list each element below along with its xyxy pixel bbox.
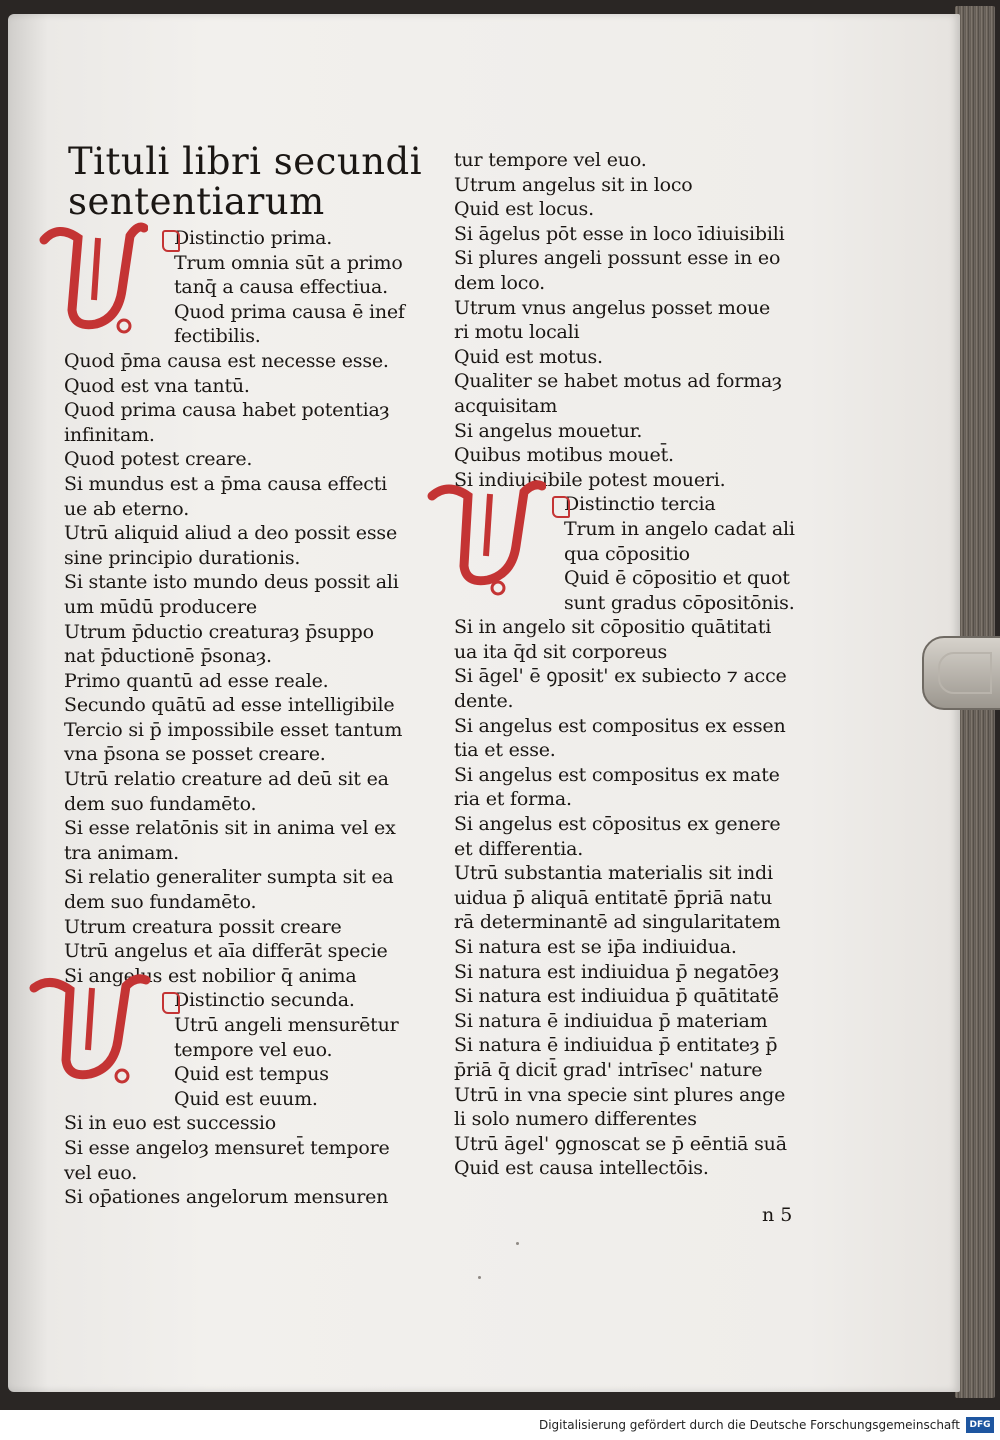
text-line: tra animam. bbox=[64, 841, 179, 864]
red-initial-u-icon bbox=[426, 478, 546, 598]
text-line: Utrū substantia materialis sit indi bbox=[454, 862, 773, 885]
text-line: Qualiter se habet motus ad formaȝ bbox=[454, 370, 782, 393]
text-line: Quid est locus. bbox=[454, 198, 594, 221]
text-line: Primo quantū ad esse reale. bbox=[64, 669, 329, 692]
red-initial-u-icon bbox=[38, 220, 148, 340]
text-line: Si mundus est a p̄ma causa effecti bbox=[64, 472, 388, 495]
text-line: Quod est vna tantū. bbox=[64, 374, 250, 397]
text-line: tur tempore vel euo. bbox=[454, 149, 647, 171]
text-line: Si natura ē indiuidua p̄ materiam bbox=[454, 1009, 768, 1032]
dist1-lines bbox=[64, 349, 434, 988]
distinctio-heading: Distinctio prima. bbox=[64, 226, 434, 251]
book-clasp bbox=[922, 636, 1000, 710]
text-line: et differentia. bbox=[454, 837, 584, 860]
text-line: Si esse angeloȝ mensuret̄ tempore bbox=[64, 1136, 390, 1159]
page-title bbox=[68, 142, 434, 222]
text-line: sine principio durationis. bbox=[64, 546, 301, 569]
text-line: Si natura est indiuidua p̄ negatōeȝ bbox=[454, 960, 779, 983]
text-line: Utrū angelus et aīa differāt specie bbox=[64, 940, 388, 963]
text-line: ue ab eterno. bbox=[64, 497, 190, 520]
text-line: Si indiuisibile potest moueri. bbox=[454, 468, 726, 491]
text-line: ua ita q̄d sit corporeus bbox=[454, 640, 668, 663]
text-line: Si esse relatōnis sit in anima vel ex bbox=[64, 817, 396, 840]
footer-credit: Digitalisierung gefördert durch die Deutsche Forschungsgemeinschaft bbox=[538, 1418, 960, 1432]
dfg-logo: DFG bbox=[966, 1417, 994, 1433]
text-line: Utrū āgel' ꝯgnoscat se p̄ eēntiā suā bbox=[454, 1132, 787, 1155]
text-line: acquisitam bbox=[454, 394, 558, 417]
rubric-mark-icon bbox=[162, 992, 180, 1014]
text-line: Utrum vnus angelus posset moue bbox=[454, 296, 771, 319]
text-line: tempore vel euo. bbox=[174, 1038, 333, 1061]
text-line: Tercio si p̄ impossibile esset tantum bbox=[64, 718, 403, 741]
red-initial-u-icon bbox=[26, 972, 156, 1092]
distinctio-heading: Distinctio tercia bbox=[454, 492, 829, 517]
text-line: Quod prima causa ē inef bbox=[174, 300, 405, 323]
title-line: sententiarum bbox=[68, 180, 325, 223]
folio-signature: n 5 bbox=[762, 1204, 793, 1226]
text-line: Utrum angelus sit in loco bbox=[454, 173, 693, 196]
text-line: nat p̄ductionē p̄sonaȝ. bbox=[64, 645, 272, 668]
footer-bar bbox=[0, 1410, 1000, 1440]
text-line: Si stante isto mundo deus possit ali bbox=[64, 571, 399, 594]
text-line: dem loco. bbox=[454, 271, 545, 294]
text-line: Si āgelus pōt esse in loco īdiuisibili bbox=[454, 222, 785, 245]
paper-speck bbox=[516, 1242, 519, 1245]
rubric-mark-icon bbox=[162, 230, 180, 252]
text-line: Si angelus est nobilior q̄ anima bbox=[64, 964, 357, 987]
text-line: qua cōpositio bbox=[564, 542, 690, 565]
text-line: sunt gradus cōpositōnis. bbox=[564, 591, 795, 614]
text-line: Utrū angeli mensurētur bbox=[174, 1014, 399, 1036]
text-line: Si in angelo sit cōpositio quātitati bbox=[454, 616, 772, 639]
text-line: Si natura est indiuidua p̄ quātitatē bbox=[454, 985, 779, 1008]
text-line: Utrū relatio creature ad deū sit ea bbox=[64, 768, 389, 791]
text-line: dente. bbox=[454, 690, 514, 713]
text-line: dem suo fundamēto. bbox=[64, 891, 257, 914]
text-line: tanq̄ a causa effectiua. bbox=[174, 276, 389, 299]
text-line: Si relatio generaliter sumpta sit ea bbox=[64, 866, 394, 889]
text-line: Secundo quātū ad esse intelligibile bbox=[64, 694, 395, 717]
text-line: Si āgel' ē ꝯposit' ex subiecto ⁊ acce bbox=[454, 665, 787, 688]
text-line: Quod prima causa habet potentiaȝ bbox=[64, 399, 390, 422]
text-line: Utrū aliquid aliud a deo possit esse bbox=[64, 522, 397, 545]
text-line: Si op̄ationes angelorum mensuren bbox=[64, 1186, 389, 1209]
text-line: um mūdū producere bbox=[64, 595, 257, 618]
text-line: Si natura ē indiuidua p̄ entitateȝ p̄ bbox=[454, 1034, 778, 1057]
text-line: Quod p̄ma causa est necesse esse. bbox=[64, 349, 389, 372]
right-text-column bbox=[454, 148, 829, 1181]
text-line: rā determinantē ad singularitatem bbox=[454, 911, 781, 934]
text-line: fectibilis. bbox=[174, 325, 261, 348]
text-line: p̄riā q̄ dicit̄ grad' intrīsec' nature bbox=[454, 1058, 763, 1081]
text-line: Quid est tempus bbox=[174, 1063, 329, 1086]
text-line: Quid est euum. bbox=[174, 1087, 318, 1110]
text-line: Utrum creatura possit creare bbox=[64, 915, 342, 938]
text-line: Utrum p̄ductio creaturaȝ p̄suppo bbox=[64, 620, 374, 643]
distinctio-heading: Distinctio secunda. bbox=[64, 988, 434, 1013]
text-line: Si angelus est compositus ex mate bbox=[454, 763, 780, 786]
text-line: Utrū in vna specie sint plures ange bbox=[454, 1083, 786, 1106]
rubric-mark-icon bbox=[552, 496, 570, 518]
text-line: tia et esse. bbox=[454, 739, 556, 762]
text-line: Quibus motibus mouet̄. bbox=[454, 444, 674, 467]
paper-speck bbox=[478, 1276, 481, 1279]
text-line: infinitam. bbox=[64, 423, 155, 446]
title-line: Tituli libri secundi bbox=[68, 140, 423, 183]
text-line: dem suo fundamēto. bbox=[64, 792, 257, 815]
text-line: Si angelus est cōpositus ex genere bbox=[454, 813, 781, 836]
text-line: Quod potest creare. bbox=[64, 448, 253, 471]
text-line: Si natura est se ip̄a indiuidua. bbox=[454, 936, 737, 958]
right-lines-b bbox=[454, 615, 829, 1181]
text-line: vna p̄sona se posset creare. bbox=[64, 743, 326, 766]
right-lines-a bbox=[454, 148, 829, 492]
text-line: Si plures angeli possunt esse in eo bbox=[454, 247, 781, 270]
dist2-lines bbox=[64, 1111, 434, 1209]
text-line: ri motu locali bbox=[454, 321, 580, 344]
text-line: ria et forma. bbox=[454, 788, 572, 811]
text-line: Quid ē cōpositio et quot bbox=[564, 567, 790, 590]
text-line: Si in euo est successio bbox=[64, 1112, 277, 1135]
text-line: Si angelus est compositus ex essen bbox=[454, 714, 786, 737]
text-line: uidua p̄ aliquā entitatē p̄priā natu bbox=[454, 886, 773, 909]
text-line: vel euo. bbox=[64, 1161, 138, 1184]
text-line: li solo numero differentes bbox=[454, 1108, 697, 1131]
text-line: Quid est causa intellectōis. bbox=[454, 1157, 709, 1180]
text-line: Trum omnia sūt a primo bbox=[174, 251, 403, 274]
book-page bbox=[8, 14, 960, 1392]
text-line: Quid est motus. bbox=[454, 345, 603, 368]
text-line: Si angelus mouetur. bbox=[454, 419, 643, 442]
text-line: Trum in angelo cadat ali bbox=[564, 517, 795, 540]
